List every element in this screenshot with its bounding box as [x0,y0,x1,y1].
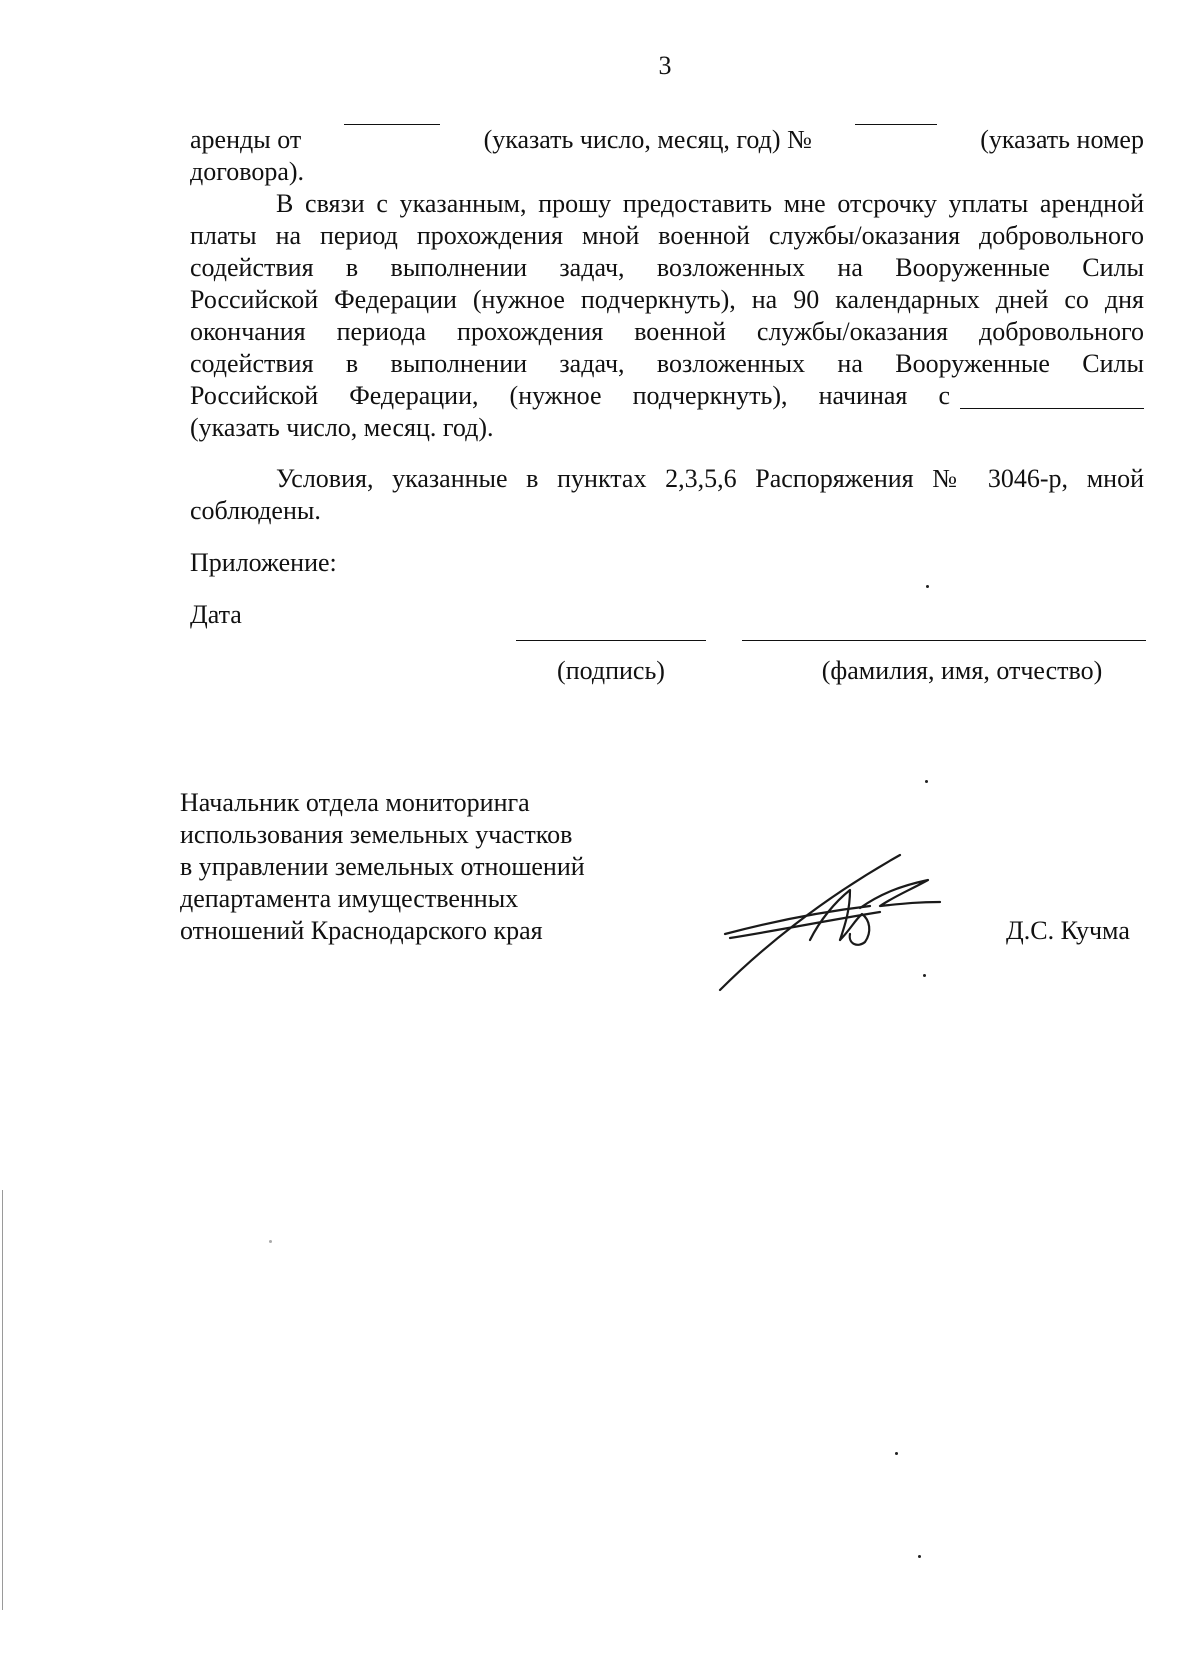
line1-part-c: (указать номер [980,125,1144,154]
text-line-8: содействия в выполнении задач, возложенных на Вооруженные Силы [190,349,1144,378]
official-title-line: отношений Краснодарского края [180,916,543,945]
text-line-5: содействия в выполнении задач, возложенных на Вооруженные Силы [190,253,1144,282]
date-blank [344,124,440,125]
text-line-9: Российской Федерации, (нужное подчеркнуть), начиная с [190,381,950,410]
official-title-line: Начальник отдела мониторинга [180,788,530,817]
contract-number-blank [855,124,937,125]
text-line-3: В связи с указанным, прошу предоставить мне отсрочку уплаты арендной [276,189,1144,218]
scan-speck [925,780,928,783]
official-title-line: использования земельных участков [180,820,573,849]
start-date-blank [960,408,1144,409]
scan-speck [269,1240,272,1243]
official-name: Д.С. Кучма [1006,916,1130,945]
conditions-line-2: соблюдены. [190,496,321,525]
text-line-10: (указать число, месяц. год). [190,413,494,442]
scan-speck [923,974,926,977]
official-title-line: в управлении земельных отношений [180,852,585,881]
handwritten-signature [700,850,960,1000]
page-number: 3 [658,51,672,80]
fullname-caption: (фамилия, имя, отчество) [821,656,1103,685]
scan-speck [926,585,929,588]
official-title-line: департамента имущественных [180,884,519,913]
scan-speck [918,1555,921,1558]
line1-part-b: (указать число, месяц, год) № [483,125,812,154]
official-title [180,787,585,947]
signature-blank [516,640,706,641]
scan-edge-line [2,1190,3,1610]
appendix-label: Приложение: [190,548,337,577]
text-line-6: Российской Федерации (нужное подчеркнуть), на 90 календарных дней со дня [190,285,1144,314]
conditions-line-1: Условия, указанные в пунктах 2,3,5,6 Распоряжения № 3046-р, мной [276,464,1144,493]
date-label: Дата [190,600,242,629]
signature-caption: (подпись) [557,656,665,685]
fullname-blank [742,640,1146,641]
text-line-2: договора). [190,157,305,186]
scan-speck [895,1452,898,1455]
text-line-1 [190,124,1144,156]
line1-part-a: аренды от [190,125,302,154]
text-line-4: платы на период прохождения мной военной службы/оказания добровольного [190,221,1144,250]
text-line-7: окончания периода прохождения военной службы/оказания добровольного [190,317,1144,346]
